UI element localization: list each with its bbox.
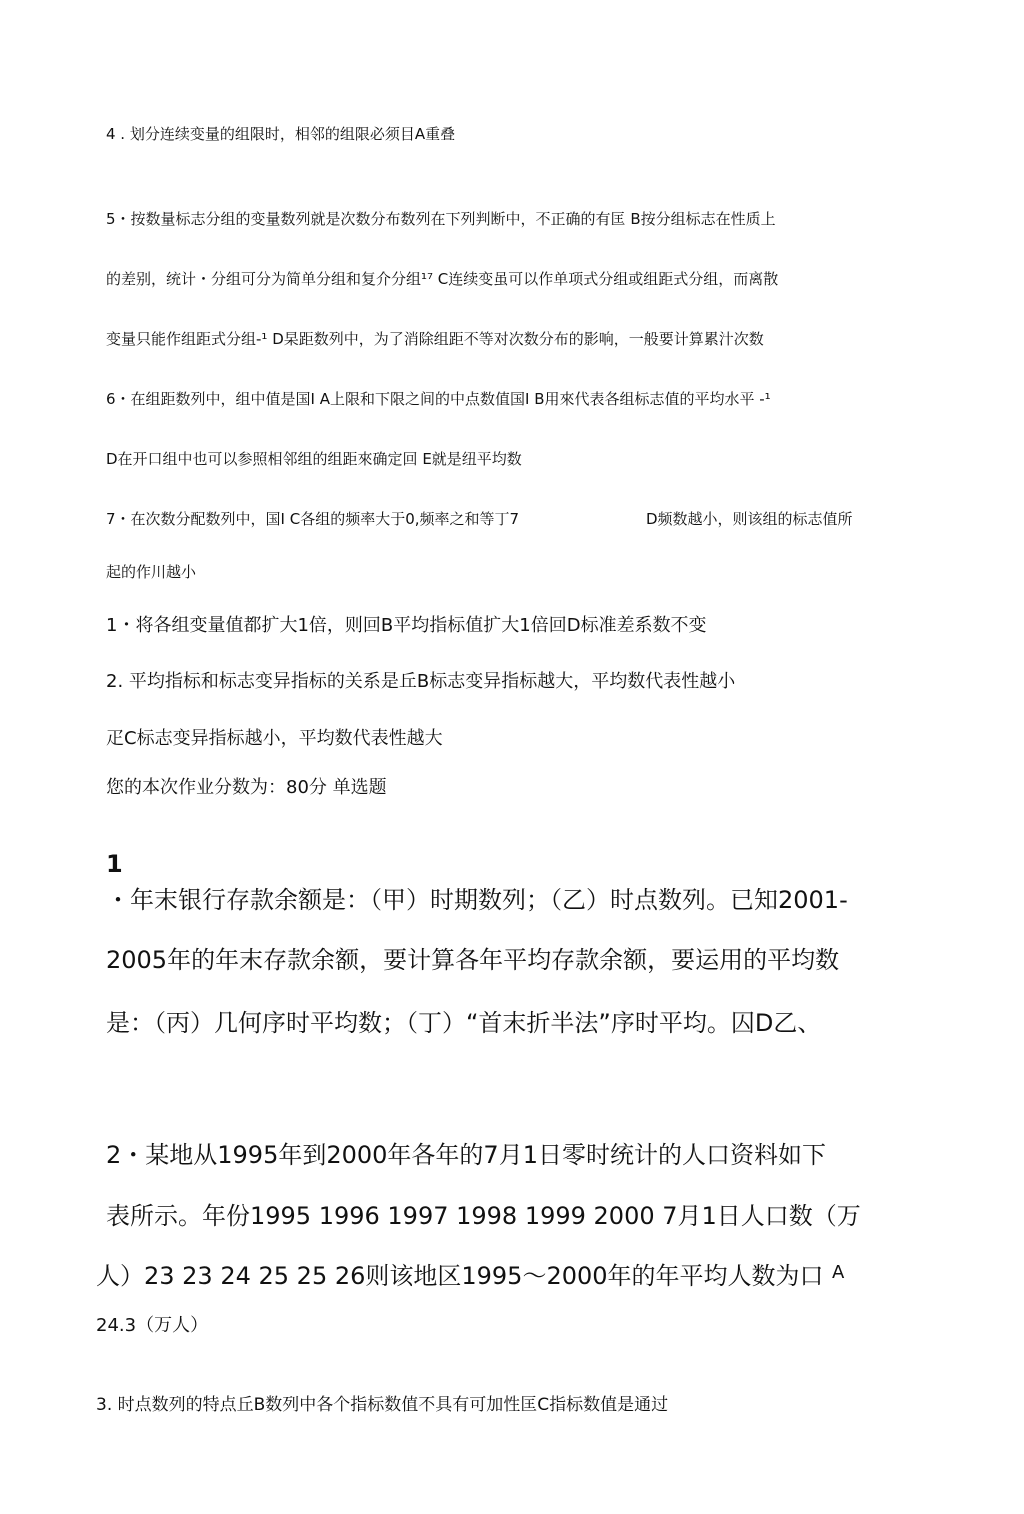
text-line-s1-c: 是：（丙）几何序时平均数；（丁）“首末折半法”序时平均。囚D乙、 (106, 1009, 822, 1037)
text-line-q5-c: 变量只能作组距式分组-¹ D杲距数列中，为了消除组距不等对次数分布的影响，一般要计算累汁次数 (106, 330, 764, 348)
text-line-q4: 4 . 划分连续变量的组限时，相邻的组限必须目A重叠 (106, 125, 456, 143)
text-line-s2-a: 2・某地从1995年到2000年各年的7月1日零时统计的人口资料如下 (106, 1141, 826, 1169)
text-line-q5-b: 的差别，统计・分组可分为简单分组和复介分组¹⁷ C连续变虽可以作单项式分组或组距式分组，而离散 (106, 270, 779, 288)
text-line-s2-c: 人）23 23 24 25 25 26则该地区1995～2000年的年平均人数为口 (96, 1262, 824, 1290)
text-line-q6-a: 6・在组距数列中，组中值是国I A上限和下限之间的中点数值国I B用來代表各组标志值的平均水平 -¹ (106, 390, 771, 408)
text-line-q7-a: 7・在次数分配数列中，国I C各组的频率大于0,频率之和等丁7 (106, 510, 520, 528)
text-line-s2-b: 表所示。年份1995 1996 1997 1998 1999 2000 7月1日人口数（万 (106, 1202, 861, 1230)
text-line-q5-a: 5・按数量标志分组的变量数列就是次数分布数列在下列判断中，不正确的有匡 B按分组标志在性质上 (106, 210, 776, 228)
text-line-q7-a-right: D频数越小，则该组的标志值所 (646, 510, 853, 528)
text-line-q6-b: D在开口组中也可以参照相邻组的组距來确定回 E就是纽平均数 (106, 450, 522, 468)
text-line-s3: 3. 时点数列的特点丘B数列中各个指标数值不具有可加性匡C指标数值是通过 (96, 1395, 669, 1415)
score-line: 您的本次作业分数为：80分 单选题 (106, 777, 387, 798)
text-line-s2-d: 24.3（万人） (96, 1315, 209, 1336)
text-line-q7-b: 起的作川越小 (106, 563, 197, 581)
text-line-m2-a: 2. 平均指标和标志变异指标的关系是丘B标志变异指标越大，平均数代表性越小 (106, 671, 736, 692)
text-line-s1-a: ・年末银行存款余额是：（甲）时期数列；（乙）时点数列。已知2001- (106, 886, 848, 914)
text-line-m1: 1・将各组变量值都扩大1倍，则回B平均指标值扩大1倍回D标准差系数不变 (106, 615, 707, 636)
text-line-s1-b: 2005年的年末存款余额，要计算各年平均存款余额，要运用的平均数 (106, 946, 840, 974)
question-number-1: 1 (106, 850, 123, 878)
text-line-m2-b: 疋C标志变异指标越小，平均数代表性越大 (106, 728, 443, 749)
answer-letter-a: A (832, 1262, 845, 1283)
